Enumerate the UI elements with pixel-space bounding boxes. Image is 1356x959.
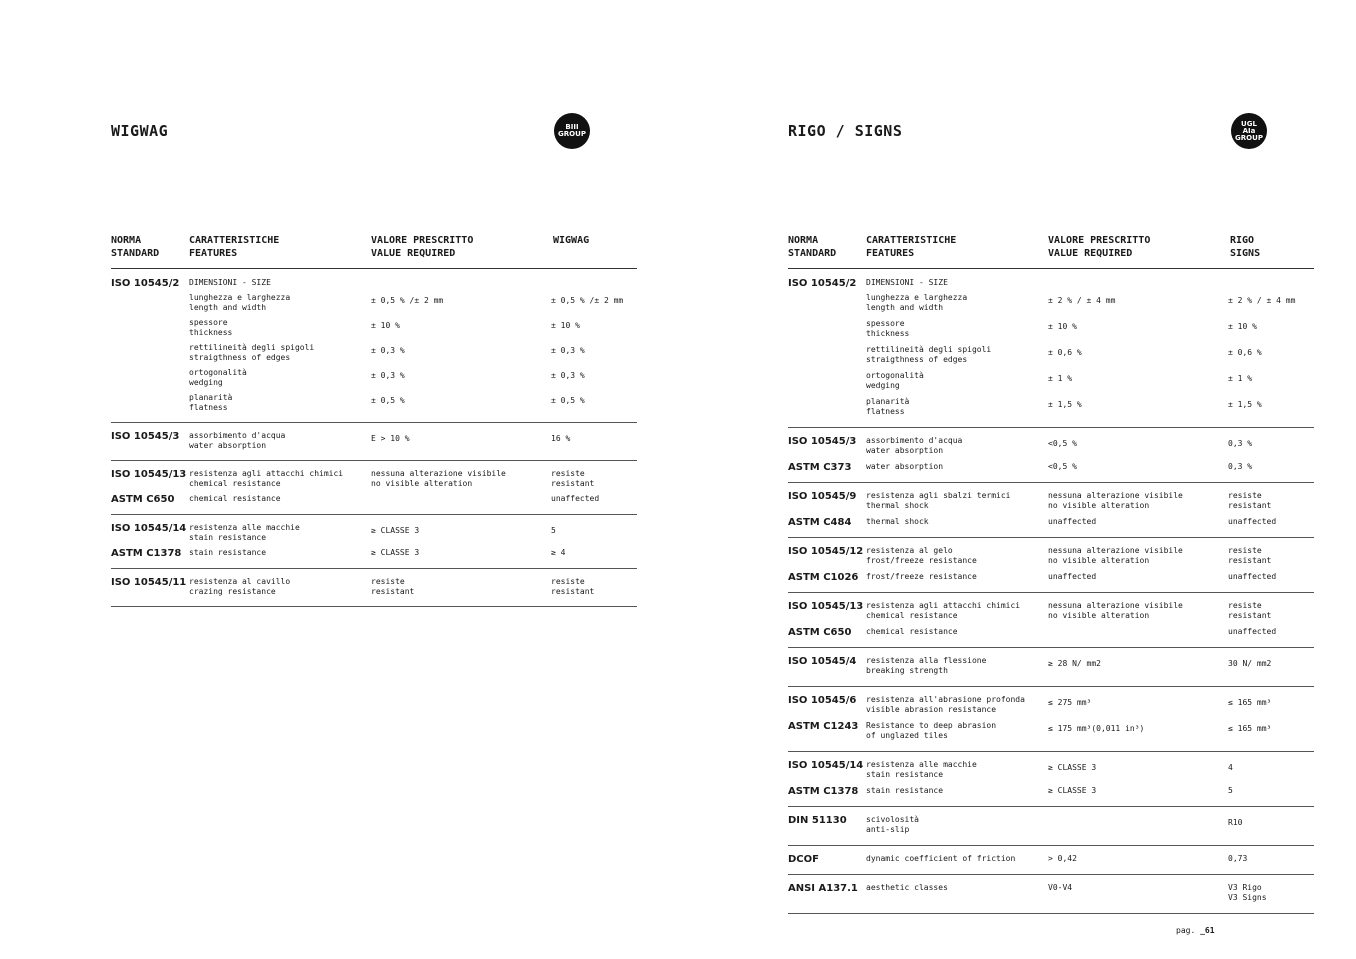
required-value-cell: ± 0,5 %	[371, 396, 405, 405]
left-badge-line: GROUP	[558, 130, 586, 138]
page-number	[1176, 926, 1215, 935]
standard-cell: ASTM C484	[788, 517, 852, 528]
result-cell: ± 0,6 %	[1228, 348, 1262, 357]
header-result: RIGO SIGNS	[1230, 235, 1261, 259]
page-prefix: pag.	[1176, 926, 1196, 935]
standard-cell: ASTM C1378	[111, 548, 182, 559]
result-cell: ≥ 4	[551, 548, 566, 557]
standard-cell: ISO 10545/9	[788, 491, 857, 502]
required-value-cell: nessuna alterazione visibile no visible alteration	[1048, 546, 1183, 565]
result-cell: ± 0,3 %	[551, 371, 585, 380]
result-cell: resiste resistant	[551, 469, 595, 488]
required-value-cell: ≥ CLASSE 3	[1048, 786, 1097, 795]
required-value-cell: ≤ 275 mm³	[1048, 698, 1092, 707]
header-value: VALORE PRESCRITTO VALUE REQUIRED	[371, 235, 474, 259]
spec-group	[788, 648, 1314, 687]
header-norma: NORMA STANDARD	[788, 235, 837, 259]
feature-cell: rettilineità degli spigoli straigthness of edges	[866, 345, 992, 364]
result-cell: resiste resistant	[1228, 491, 1272, 510]
required-value-cell: nessuna alterazione visibile no visible alteration	[1048, 601, 1183, 620]
right-certification-logo	[1231, 113, 1267, 149]
feature-cell: resistenza agli attacchi chimici chemical resistance	[866, 601, 1021, 620]
result-cell: 4	[1228, 763, 1233, 772]
feature-cell: assorbimento d'acqua water absorption	[189, 431, 286, 450]
required-value-cell: ≥ CLASSE 3	[371, 548, 420, 557]
right-badge-line: AIa	[1242, 126, 1256, 135]
result-cell: ± 1 %	[1228, 374, 1253, 383]
feature-cell: stain resistance	[189, 548, 267, 557]
standard-cell: ANSI A137.1	[788, 883, 858, 894]
feature-cell: spessore thickness	[866, 319, 910, 338]
feature-cell: dynamic coefficient of friction	[866, 854, 1016, 863]
standard-cell: ISO 10545/13	[111, 469, 187, 480]
right-table-body	[788, 270, 1314, 914]
feature-cell: resistenza al gelo frost/freeze resistance	[866, 546, 977, 565]
required-value-cell: ± 0,3 %	[371, 346, 405, 355]
feature-cell: frost/freeze resistance	[866, 572, 977, 581]
result-cell: resiste resistant	[1228, 601, 1272, 620]
result-cell: 0,3 %	[1228, 462, 1253, 471]
required-value-cell: > 0,42	[1048, 854, 1077, 863]
left-certification-logo	[554, 113, 590, 149]
required-value-cell: nessuna alterazione visibile no visible alteration	[371, 469, 506, 488]
standard-cell: ASTM C1378	[788, 786, 859, 797]
spec-group	[788, 538, 1314, 593]
result-cell: 16 %	[551, 434, 571, 443]
required-value-cell: ± 10 %	[371, 321, 400, 330]
spec-group	[788, 593, 1314, 648]
feature-cell: chemical resistance	[866, 627, 958, 636]
standard-cell: ISO 10545/12	[788, 546, 864, 557]
page-number-value: _61	[1200, 926, 1215, 935]
feature-cell: DIMENSIONI - SIZE	[866, 278, 948, 287]
standard-cell: ISO 10545/3	[111, 431, 180, 442]
feature-cell: planarità flatness	[866, 397, 910, 416]
feature-cell: planarità flatness	[189, 393, 233, 412]
result-cell: 0,73	[1228, 854, 1248, 863]
required-value-cell: ± 0,6 %	[1048, 348, 1082, 357]
result-cell: ± 0,3 %	[551, 346, 585, 355]
spec-group	[788, 875, 1314, 914]
left-title: WIGWAG	[111, 122, 169, 140]
header-norma: NORMA STANDARD	[111, 235, 160, 259]
feature-cell: ortogonalità wedging	[189, 368, 247, 387]
required-value-cell: ± 10 %	[1048, 322, 1077, 331]
right-badge-line: GROUP	[1235, 133, 1263, 142]
result-cell: ± 2 % / ± 4 mm	[1228, 296, 1296, 305]
required-value-cell: ± 2 % / ± 4 mm	[1048, 296, 1116, 305]
required-value-cell: <0,5 %	[1048, 462, 1077, 471]
standard-cell: DIN 51130	[788, 815, 847, 826]
spec-group	[788, 483, 1314, 538]
spec-group	[111, 423, 637, 461]
result-cell: ± 10 %	[1228, 322, 1257, 331]
standard-cell: ASTM C1243	[788, 721, 859, 732]
header-features: CARATTERISTICHE FEATURES	[189, 235, 280, 259]
result-cell: ≤ 165 mm³	[1228, 724, 1272, 733]
result-cell: resiste resistant	[1228, 546, 1272, 565]
feature-cell: lunghezza e larghezza length and width	[189, 293, 291, 312]
required-value-cell: E > 10 %	[371, 434, 410, 443]
required-value-cell: V0-V4	[1048, 883, 1073, 892]
result-cell: ± 10 %	[551, 321, 580, 330]
result-cell: ± 0,5 %	[551, 396, 585, 405]
result-cell: 30 N/ mm2	[1228, 659, 1272, 668]
standard-cell: ISO 10545/13	[788, 601, 864, 612]
right-title: RIGO / SIGNS	[788, 122, 903, 140]
right-badge-line: UGL	[1241, 119, 1257, 128]
required-value-cell: ≤ 175 mm³(0,011 in³)	[1048, 724, 1145, 733]
feature-cell: Resistance to deep abrasion of unglazed tiles	[866, 721, 997, 740]
spec-group	[788, 846, 1314, 875]
required-value-cell: unaffected	[1048, 517, 1097, 526]
result-cell: unaffected	[1228, 627, 1277, 636]
standard-cell: ISO 10545/6	[788, 695, 857, 706]
feature-cell: rettilineità degli spigoli straigthness of edges	[189, 343, 315, 362]
result-cell: 0,3 %	[1228, 439, 1253, 448]
required-value-cell: <0,5 %	[1048, 439, 1077, 448]
feature-cell: scivolosità anti-slip	[866, 815, 919, 834]
feature-cell: ortogonalità wedging	[866, 371, 924, 390]
spec-group	[788, 687, 1314, 752]
spec-group	[111, 569, 637, 607]
standard-cell: ASTM C1026	[788, 572, 859, 583]
result-cell: resiste resistant	[551, 577, 595, 596]
standard-cell: ISO 10545/14	[111, 523, 187, 534]
result-cell: R10	[1228, 818, 1243, 827]
result-cell: ≤ 165 mm³	[1228, 698, 1272, 707]
left-badge-line: BIII	[565, 123, 579, 131]
standard-cell: DCOF	[788, 854, 819, 865]
feature-cell: lunghezza e larghezza length and width	[866, 293, 968, 312]
standard-cell: ISO 10545/3	[788, 436, 857, 447]
required-value-cell: resiste resistant	[371, 577, 415, 596]
feature-cell: resistenza alle macchie stain resistance	[189, 523, 300, 542]
required-value-cell: ≥ CLASSE 3	[371, 526, 420, 535]
feature-cell: resistenza alle macchie stain resistance	[866, 760, 977, 779]
feature-cell: thermal shock	[866, 517, 929, 526]
required-value-cell: ± 1,5 %	[1048, 400, 1082, 409]
standard-cell: ISO 10545/14	[788, 760, 864, 771]
feature-cell: resistenza agli attacchi chimici chemical resistance	[189, 469, 344, 488]
required-value-cell: unaffected	[1048, 572, 1097, 581]
spec-group	[788, 428, 1314, 483]
left-table-body	[111, 270, 637, 607]
feature-cell: DIMENSIONI - SIZE	[189, 278, 271, 287]
right-table-header	[788, 234, 1314, 269]
standard-cell: ISO 10545/2	[788, 278, 857, 289]
result-cell: ± 0,5 % /± 2 mm	[551, 296, 624, 305]
spec-group	[788, 807, 1314, 846]
header-result: WIGWAG	[553, 235, 590, 246]
feature-cell: aesthetic classes	[866, 883, 948, 892]
feature-cell: resistenza alla flessione breaking strength	[866, 656, 987, 675]
standard-cell: ISO 10545/11	[111, 577, 187, 588]
standard-cell: ASTM C650	[788, 627, 852, 638]
required-value-cell: ± 1 %	[1048, 374, 1073, 383]
feature-cell: resistenza al cavillo crazing resistance	[189, 577, 291, 596]
result-cell: V3 Rigo V3 Signs	[1228, 883, 1267, 902]
result-cell: unaffected	[1228, 572, 1277, 581]
result-cell: 5	[1228, 786, 1233, 795]
feature-cell: stain resistance	[866, 786, 944, 795]
required-value-cell: ≥ 28 N/ mm2	[1048, 659, 1101, 668]
required-value-cell: nessuna alterazione visibile no visible alteration	[1048, 491, 1183, 510]
result-cell: unaffected	[551, 494, 600, 503]
feature-cell: chemical resistance	[189, 494, 281, 503]
left-table-header	[111, 234, 637, 269]
result-cell: ± 1,5 %	[1228, 400, 1262, 409]
spec-group	[111, 461, 637, 515]
feature-cell: assorbimento d'acqua water absorption	[866, 436, 963, 455]
spec-group	[111, 270, 637, 423]
standard-cell: ISO 10545/4	[788, 656, 857, 667]
standard-cell: ASTM C373	[788, 462, 852, 473]
header-features: CARATTERISTICHE FEATURES	[866, 235, 957, 259]
feature-cell: spessore thickness	[189, 318, 233, 337]
result-cell: 5	[551, 526, 556, 535]
feature-cell: resistenza agli sbalzi termici thermal shock	[866, 491, 1011, 510]
required-value-cell: ± 0,3 %	[371, 371, 405, 380]
spec-group	[111, 515, 637, 569]
standard-cell: ISO 10545/2	[111, 278, 180, 289]
result-cell: unaffected	[1228, 517, 1277, 526]
feature-cell: water absorption	[866, 462, 944, 471]
spec-group	[788, 270, 1314, 428]
feature-cell: resistenza all'abrasione profonda visible abrasion resistance	[866, 695, 1025, 714]
standard-cell: ASTM C650	[111, 494, 175, 505]
spec-group	[788, 752, 1314, 807]
required-value-cell: ≥ CLASSE 3	[1048, 763, 1097, 772]
header-value: VALORE PRESCRITTO VALUE REQUIRED	[1048, 235, 1151, 259]
required-value-cell: ± 0,5 % /± 2 mm	[371, 296, 444, 305]
